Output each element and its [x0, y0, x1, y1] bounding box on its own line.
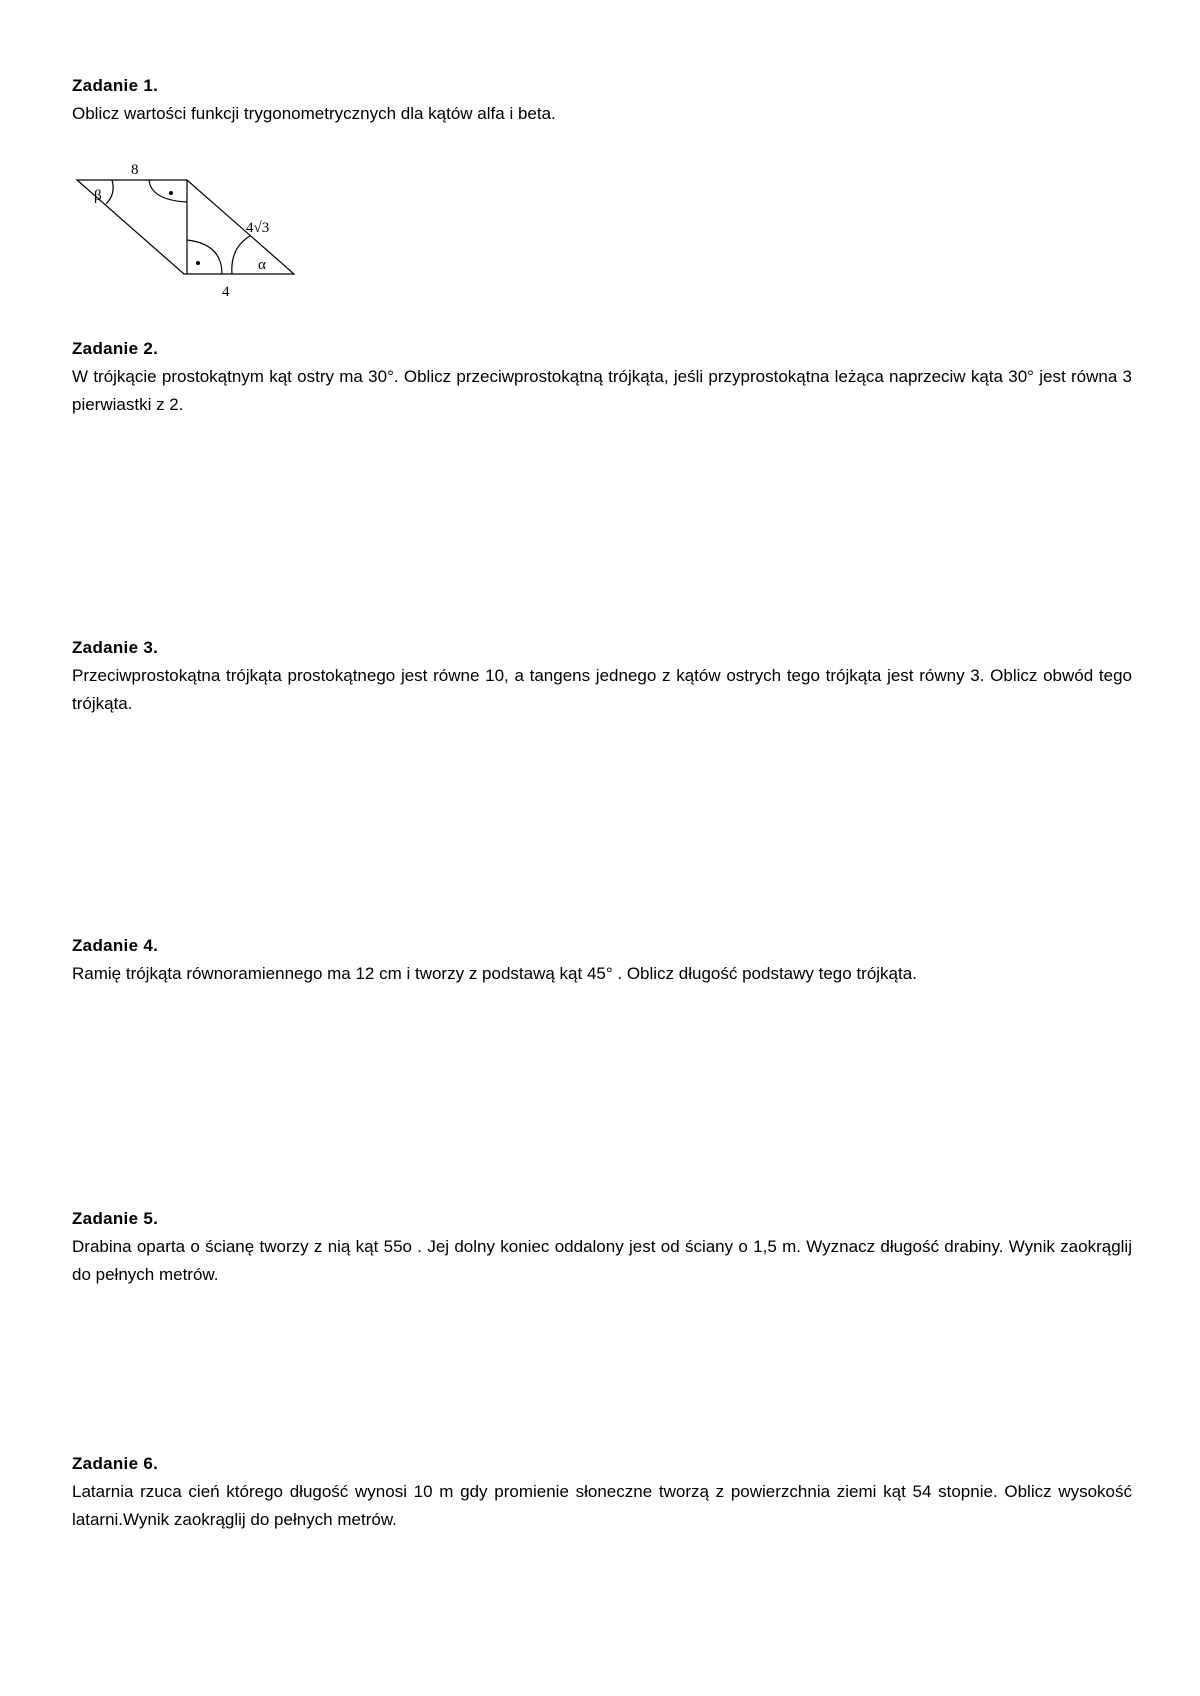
task-text: Ramię trójkąta równoramiennego ma 12 cm i tworzy z podstawą kąt 45° . Oblicz długość podstawy tego trójkąta.	[72, 964, 917, 983]
task-title: Zadanie 4.	[72, 936, 159, 955]
right-angle-arc-bottom	[187, 240, 222, 274]
angle-alpha-label: α	[258, 257, 266, 273]
task-6	[72, 1450, 1132, 1534]
task-title: Zadanie 3.	[72, 638, 159, 657]
right-angle-dot-bottom	[196, 261, 200, 265]
task-5	[72, 1205, 1132, 1289]
task-text: Oblicz wartości funkcji trygonometrycznych dla kątów alfa i beta.	[72, 104, 556, 123]
task-text: W trójkącie prostokątnym kąt ostry ma 30°. Oblicz przeciwprostokątną trójkąta, jeśli przyprostokątna leżąca naprzeciw kąta 30° jest równa 3 pierwiastki z 2.	[72, 367, 1132, 414]
label-top: 8	[131, 162, 139, 178]
label-side: 4√3	[246, 220, 270, 236]
task-text: Drabina oparta o ścianę tworzy z nią kąt 55o . Jej dolny koniec oddalony jest od ściany o 1,5 m. Wyznacz długość drabiny. Wynik zaokrąglij do pełnych metrów.	[72, 1237, 1132, 1284]
task-1	[72, 72, 1132, 128]
beta-arc	[106, 180, 113, 204]
task-title: Zadanie 6.	[72, 1454, 159, 1473]
task-4	[72, 932, 1132, 988]
task-2	[72, 335, 1132, 419]
parallelogram-figure	[72, 158, 312, 308]
alpha-arc	[232, 236, 250, 274]
right-angle-dot-top	[169, 191, 173, 195]
task-3	[72, 634, 1132, 718]
task-title: Zadanie 5.	[72, 1209, 159, 1228]
task-text: Latarnia rzuca cień którego długość wynosi 10 m gdy promienie słoneczne tworzą z powierzchnia ziemi kąt 54 stopnie. Oblicz wysokość latarni.Wynik zaokrąglij do pełnych metrów.	[72, 1482, 1132, 1529]
right-angle-arc-top	[149, 180, 187, 202]
task-text: Przeciwprostokątna trójkąta prostokątnego jest równe 10, a tangens jednego z kątów ostrych tego trójkąta jest równy 3. Oblicz obwód tego trójkąta.	[72, 666, 1132, 713]
task-title: Zadanie 2.	[72, 339, 159, 358]
task-title: Zadanie 1.	[72, 76, 159, 95]
angle-beta-label: β	[94, 188, 102, 204]
label-bottom: 4	[222, 284, 230, 300]
